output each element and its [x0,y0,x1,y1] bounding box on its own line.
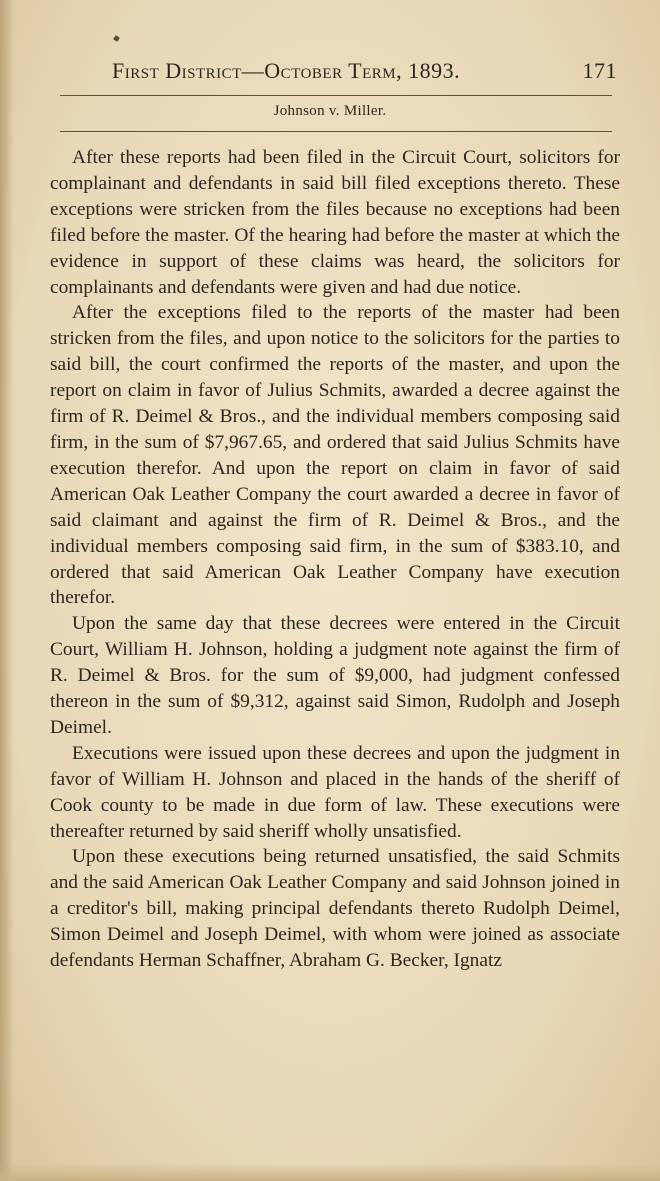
ink-speck [113,35,120,42]
header-rule-top [60,95,612,96]
running-header [112,58,617,88]
paragraph: Upon the same day that these decrees were entered in the Circuit Court, William H. Johnson, holding a judgment note against the firm of R. Deimel & Bros. for the sum of $9,000, had judgment confessed thereon in the sum of $9,312, against said Simon, Rudolph and Joseph Deimel. [50,613,620,738]
page-number: 171 [582,58,617,83]
paragraph: After the exceptions filed to the reports of the master had been stricken from the files, and upon notice to the solicitors for the parties to said bill, the court confirmed the reports of the master, and upon the report on claim in favor of Julius Schmits, awarded a decree against the firm of R. Deimel & Bros., and the individual members composing said firm, in the sum of $7,967.65, and ordered that said Julius Schmits have execution therefor. And upon the report on claim in favor of said American Oak Leather Company the court awarded a decree in favor of said claimant and against the firm of R. Deimel & Bros., and the individual members composing said firm, in the sum of $383.10, and ordered that said American Oak Leather Company have execution therefor. [50,302,620,609]
paragraph: Upon these executions being returned unsatisfied, the said Schmits and the said American Oak Leather Company and said Johnson joined in a creditor's bill, making principal defendants thereto Rudolph Deimel, Simon Deimel and Joseph Deimel, with whom were joined as associate defendants Herman Schaffner, Abraham G. Becker, Ignatz [50,846,620,972]
paragraph: After these reports had been filed in the Circuit Court, solicitors for complainant and defendants in said bill filed exceptions thereto. These exceptions were stricken from the files because no exceptions had been filed before the master. Of the hearing had before the master at which the evidence in support of these claims was heard, the solicitors for complainants and defendants were given and had due notice. [50,147,620,298]
paragraph: Executions were issued upon these decrees and upon the judgment in favor of William H. Johnson and placed in the hands of the sheriff of Cook county to be made in due form of law. These executions were thereafter returned by said sheriff wholly unsatisfied. [50,742,620,842]
page-edge-shadow [0,0,14,1181]
page-bottom-shadow [0,1163,660,1181]
body-text [50,145,620,974]
case-title: Johnson v. Miller. [273,103,387,119]
running-title: First District—October Term, 1893. [112,58,461,83]
header-rule-bottom [60,131,612,132]
